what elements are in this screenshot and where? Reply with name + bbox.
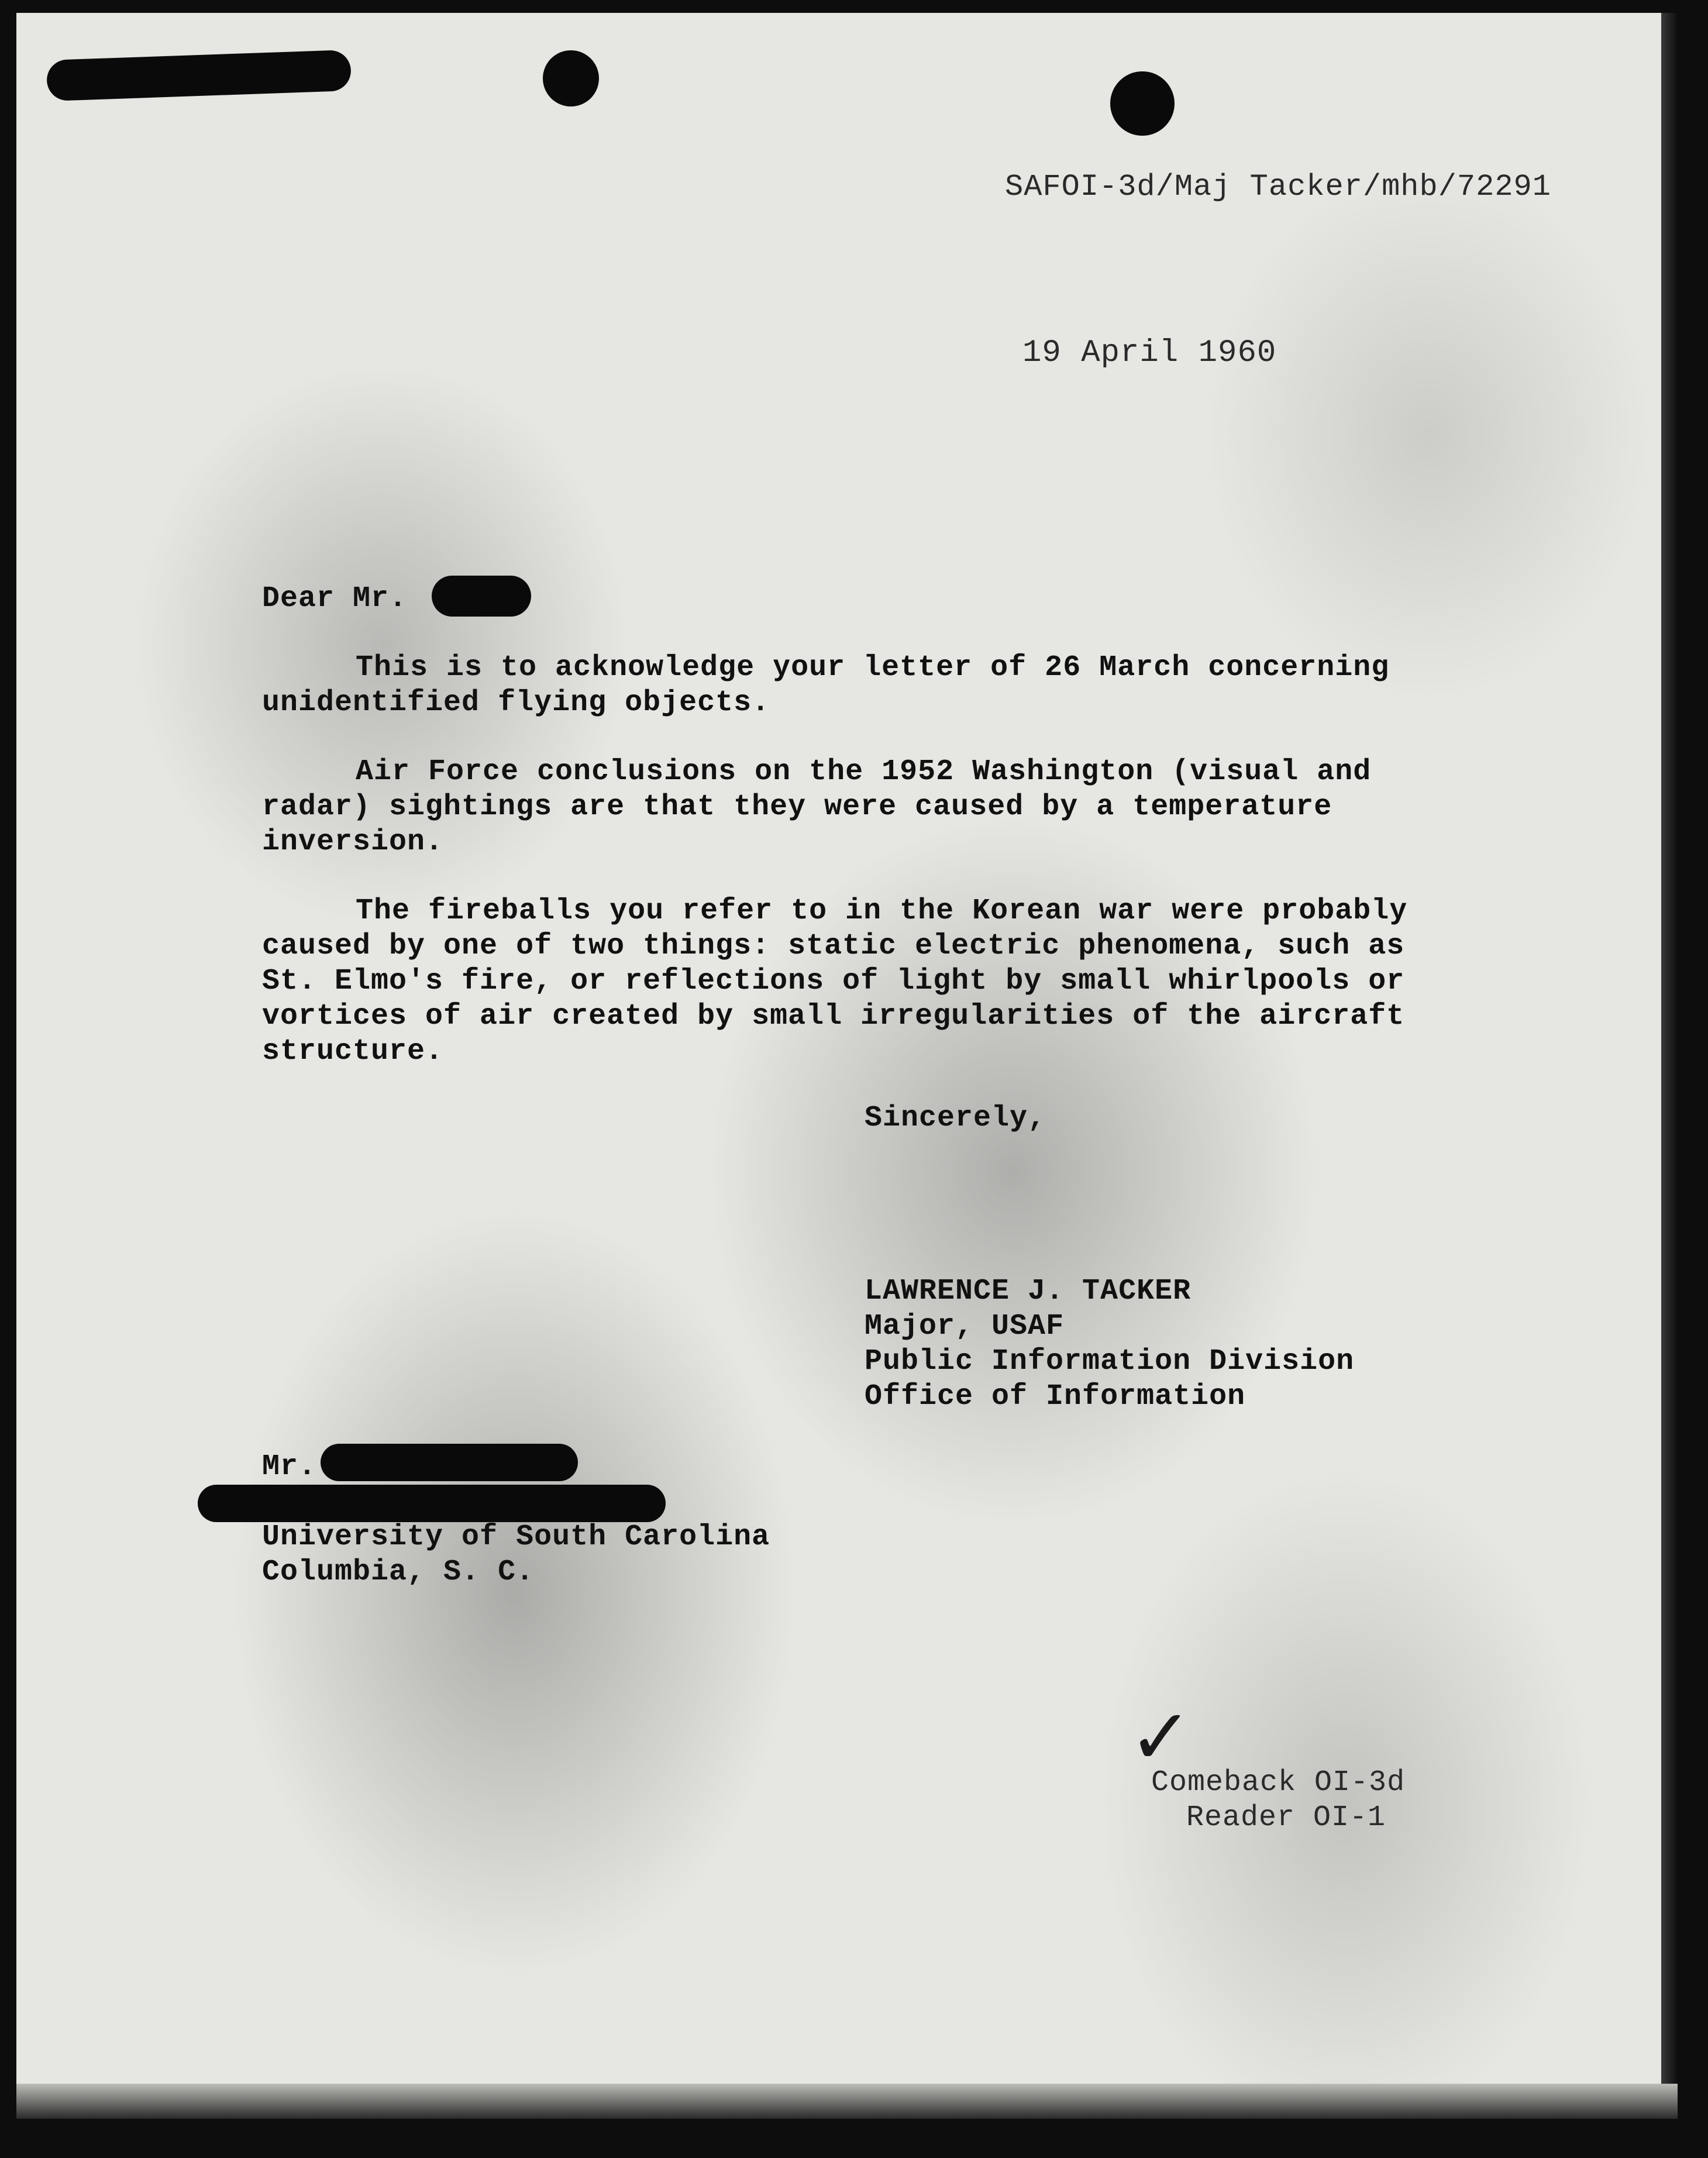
salutation: Dear Mr. xyxy=(262,582,408,615)
paragraph-line: inversion. xyxy=(262,825,444,859)
routing-comeback: Comeback OI-3d xyxy=(1151,1766,1406,1799)
signature-office: Office of Information xyxy=(865,1380,1246,1413)
redaction-top-left xyxy=(46,50,352,101)
paragraph-line: St. Elmo's fire, or reflections of light by small whirlpools or xyxy=(262,965,1405,998)
closing: Sincerely, xyxy=(865,1102,1046,1135)
paragraph-line: This is to acknowledge your letter of 26 March concerning xyxy=(356,651,1390,684)
page-edge-shadow xyxy=(1661,13,1678,2119)
paragraph-line: Air Force conclusions on the 1952 Washington (visual and xyxy=(356,755,1372,789)
redaction-salutation-name xyxy=(432,576,531,617)
document-page xyxy=(16,13,1678,2119)
redaction-addressee-street xyxy=(198,1485,666,1522)
routing-reader: Reader OI-1 xyxy=(1186,1801,1386,1835)
letter-date: 19 April 1960 xyxy=(1022,335,1277,371)
signature-name: LAWRENCE J. TACKER xyxy=(865,1275,1192,1308)
addressee-prefix: Mr. xyxy=(262,1450,317,1484)
check-mark-icon: ✓ xyxy=(1134,1692,1187,1791)
signature-division: Public Information Division xyxy=(865,1345,1355,1378)
file-reference: SAFOI-3d/Maj Tacker/mhb/72291 xyxy=(1005,170,1551,204)
paragraph-line: The fireballs you refer to in the Korean war were probably xyxy=(356,894,1408,928)
punch-hole-left xyxy=(543,50,599,106)
punch-hole-right xyxy=(1110,71,1175,136)
paragraph-line: radar) sightings are that they were caused by a temperature xyxy=(262,790,1332,824)
paragraph-line: caused by one of two things: static electric phenomena, such as xyxy=(262,930,1405,963)
paragraph-line: unidentified flying objects. xyxy=(262,686,770,720)
paragraph-line: vortices of air created by small irregularities of the aircraft xyxy=(262,1000,1405,1033)
addressee-institution: University of South Carolina xyxy=(262,1520,770,1554)
signature-rank: Major, USAF xyxy=(865,1310,1065,1343)
page-bottom-shadow xyxy=(16,2084,1678,2119)
redaction-addressee-name xyxy=(321,1444,578,1481)
addressee-city: Columbia, S. C. xyxy=(262,1555,535,1589)
paragraph-line: structure. xyxy=(262,1035,444,1068)
